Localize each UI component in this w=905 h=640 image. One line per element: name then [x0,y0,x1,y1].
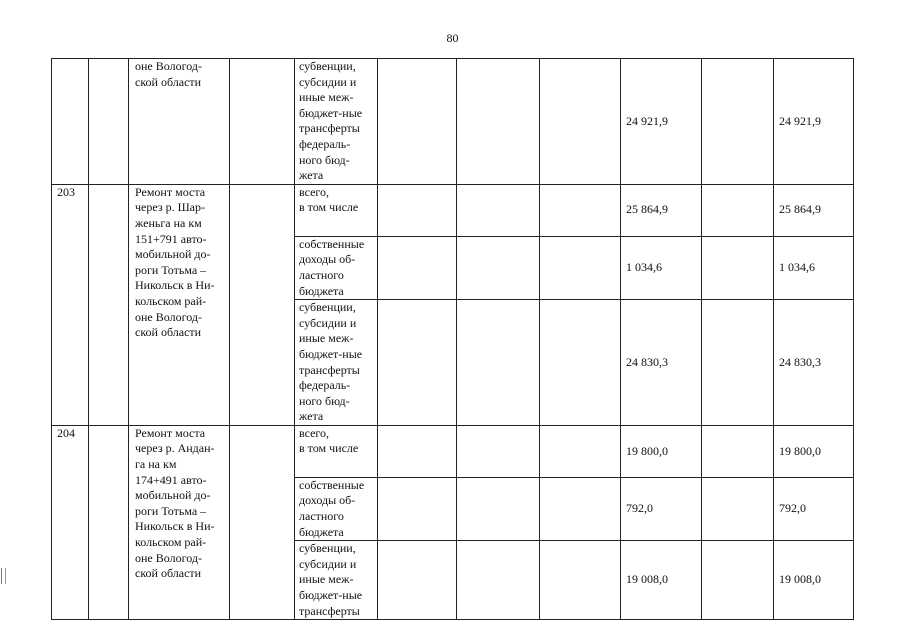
amount-total: 1 034,6 [774,236,854,299]
amount-value: 19 800,0 [621,425,702,477]
empty-cell [540,541,621,620]
empty-cell [457,541,540,620]
amount-total: 19 008,0 [774,541,854,620]
object-name: оне Вологод- ской области [129,59,230,185]
empty-cell [89,59,129,185]
empty-cell [540,477,621,540]
amount-total: 792,0 [774,477,854,540]
empty-cell [702,59,774,185]
empty-cell [89,184,129,425]
amount-value: 19 008,0 [621,541,702,620]
empty-cell [540,236,621,299]
amount-total: 25 864,9 [774,184,854,236]
margin-mark [1,568,6,584]
amount-value: 24 921,9 [621,59,702,185]
empty-cell [457,300,540,426]
empty-cell [702,541,774,620]
amount-value: 1 034,6 [621,236,702,299]
empty-cell [230,184,295,425]
empty-cell [540,425,621,477]
empty-cell [457,184,540,236]
table-row [52,425,854,477]
empty-cell [540,184,621,236]
empty-cell [89,425,129,619]
empty-cell [702,184,774,236]
object-name: Ремонт моста через р. Шар- женьга на км 151+791 авто- мобильной до- роги Тотьма – Никольск в Ни- кольском рай- оне Вологод- ской области [129,184,230,425]
empty-cell [702,425,774,477]
amount-total: 24 830,3 [774,300,854,426]
empty-cell [540,300,621,426]
funding-source: собственные доходы об- ластного бюджета [295,477,378,540]
empty-cell [378,184,457,236]
amount-total: 19 800,0 [774,425,854,477]
amount-total: 24 921,9 [774,59,854,185]
empty-cell [457,477,540,540]
funding-source: всего, в том числе [295,425,378,477]
empty-cell [540,59,621,185]
empty-cell [378,236,457,299]
funding-source: собственные доходы об- ластного бюджета [295,236,378,299]
table-row [52,184,854,236]
empty-cell [378,477,457,540]
empty-cell [378,425,457,477]
empty-cell [457,425,540,477]
empty-cell [702,236,774,299]
empty-cell [230,425,295,619]
amount-value: 25 864,9 [621,184,702,236]
empty-cell [457,59,540,185]
empty-cell [702,300,774,426]
row-number: 204 [52,425,89,619]
amount-value: 24 830,3 [621,300,702,426]
object-name: Ремонт моста через р. Андан- га на км 174+491 авто- мобильной до- роги Тотьма – Никольск в Ни- кольском рай- оне Вологод- ской области [129,425,230,619]
funding-source: всего, в том числе [295,184,378,236]
funding-source: субвенции, субсидии и иные меж- бюджет-ные трансферты [295,541,378,620]
budget-table [51,58,854,620]
empty-cell [702,477,774,540]
page-number: 80 [446,31,459,45]
empty-cell [378,541,457,620]
empty-cell [457,236,540,299]
empty-cell [378,59,457,185]
row-number: 203 [52,184,89,425]
empty-cell [230,59,295,185]
row-number [52,59,89,185]
funding-source: субвенции, субсидии и иные меж- бюджет-ные трансферты федераль- ного бюд- жета [295,59,378,185]
empty-cell [378,300,457,426]
table-row [52,59,854,185]
amount-value: 792,0 [621,477,702,540]
funding-source: субвенции, субсидии и иные меж- бюджет-ные трансферты федераль- ного бюд- жета [295,300,378,426]
